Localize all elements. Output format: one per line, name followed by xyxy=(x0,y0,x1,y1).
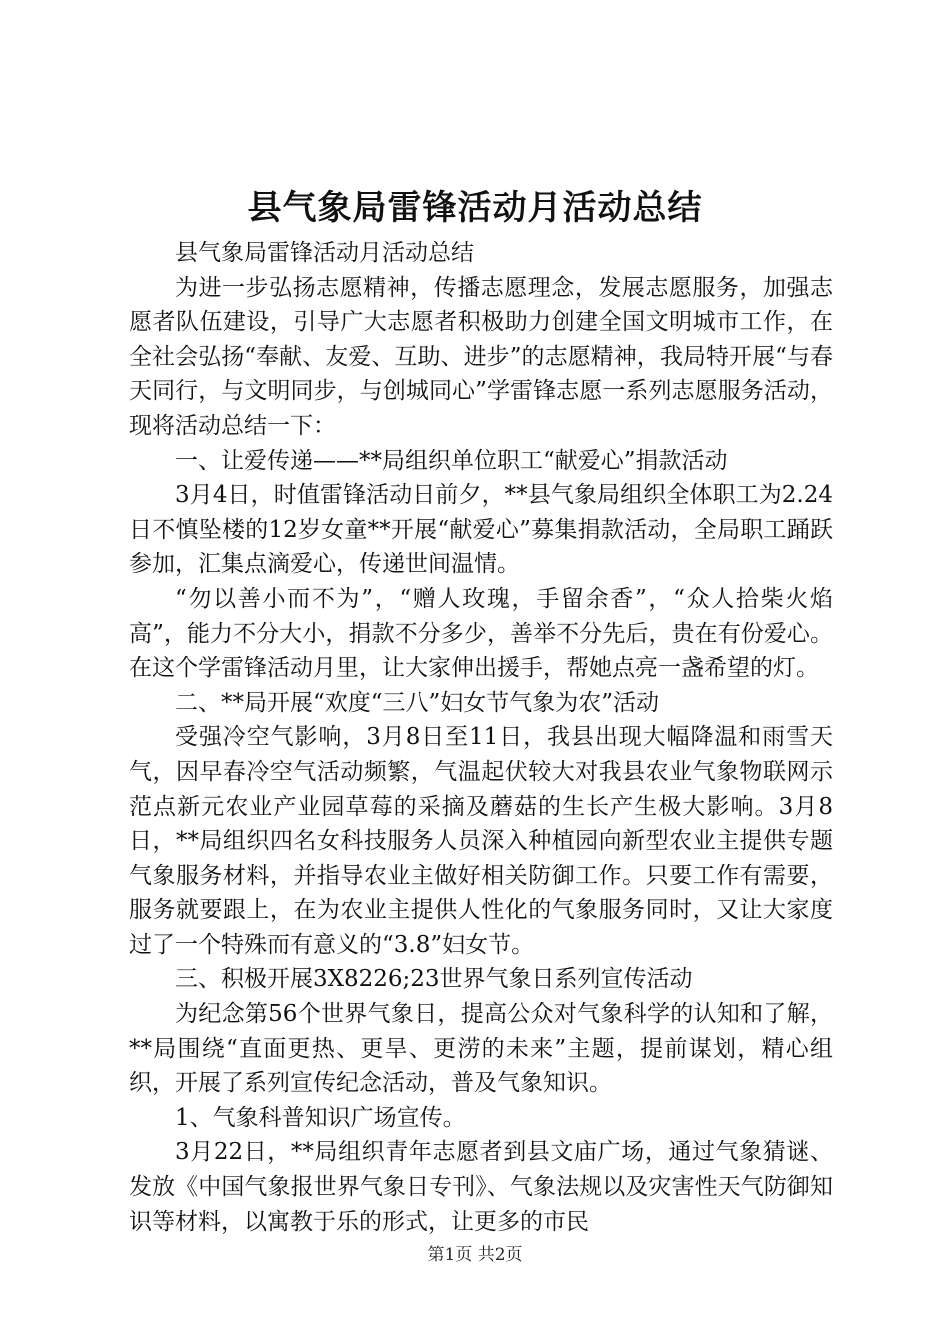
page-footer: 第1页 共2页 xyxy=(427,1245,523,1265)
paragraph: 3月4日，时值雷锋活动日前夕，**县气象局组织全体职工为2.24日不慎坠楼的12岁女童**开展“献爱心”募集捐款活动，全局职工踊跃参加，汇集点滴爱心，传递世间温情。 xyxy=(129,482,833,578)
section-heading-2: 二、**局开展“欢度“三八”妇女节气象为农”活动 xyxy=(175,689,660,716)
paragraph: 3月22日，**局组织青年志愿者到县文庙广场，通过气象猜谜、发放《中国气象报世界气象日专刊》、气象法规以及灾害性天气防御知识等材料，以寓教于乐的形式，让更多的市民 xyxy=(129,1139,833,1235)
paragraph: 受强冷空气影响，3月8日至11日，我县出现大幅降温和雨雪天气，因早春冷空气活动频繁，气温起伏较大对我县农业气象物联网示范点新元农业产业园草莓的采摘及蘑菇的生长产生极大影响。3月8日，**局组织四名女科技服务人员深入种植园向新型农业主提供专题气象服务材料，并指导农业主做好相关防御工作。只要工作有需要，服务就要跟上，在为农业主提供人性化的气象服务同时，又让大家度过了一个特殊而有意义的“3.8”妇女节。 xyxy=(129,724,833,958)
paragraph-subtitle: 县气象局雷锋活动月活动总结 xyxy=(175,240,474,266)
paragraph: 为纪念第56个世界气象日，提高公众对气象科学的认知和了解，**局围绕“直面更热、更旱、更涝的未来”主题，提前谋划，精心组织，开展了系列宣传纪念活动，普及气象知识。 xyxy=(129,1001,833,1097)
section-heading-3: 三、积极开展3X8226;23世界气象日系列宣传活动 xyxy=(175,966,693,993)
paragraph: “勿以善小而不为”，“赠人玫瑰，手留余香”，“众人拾柴火焰高”，能力不分大小，捐款不分多少，善举不分先后，贵在有份爱心。在这个学雷锋活动月里，让大家伸出援手，帮她点亮一盏希望的灯。 xyxy=(129,585,833,682)
document-title: 县气象局雷锋活动月活动总结 xyxy=(247,188,703,228)
document-body xyxy=(129,236,833,1239)
subsection-heading-1: 1、气象科普知识广场宣传。 xyxy=(175,1104,466,1131)
paragraph-intro: 为进一步弘扬志愿精神，传播志愿理念，发展志愿服务，加强志愿者队伍建设，引导广大志愿者积极助力创建全国文明城市工作，在全社会弘扬“奉献、友爱、互助、进步”的志愿精神，我局特开展“与春天同行，与文明同步，与创城同心”学雷锋志愿一系列志愿服务活动，现将活动总结一下： xyxy=(129,274,833,439)
section-heading-1: 一、让爱传递——**局组织单位职工“献爱心”捐款活动 xyxy=(175,447,728,474)
